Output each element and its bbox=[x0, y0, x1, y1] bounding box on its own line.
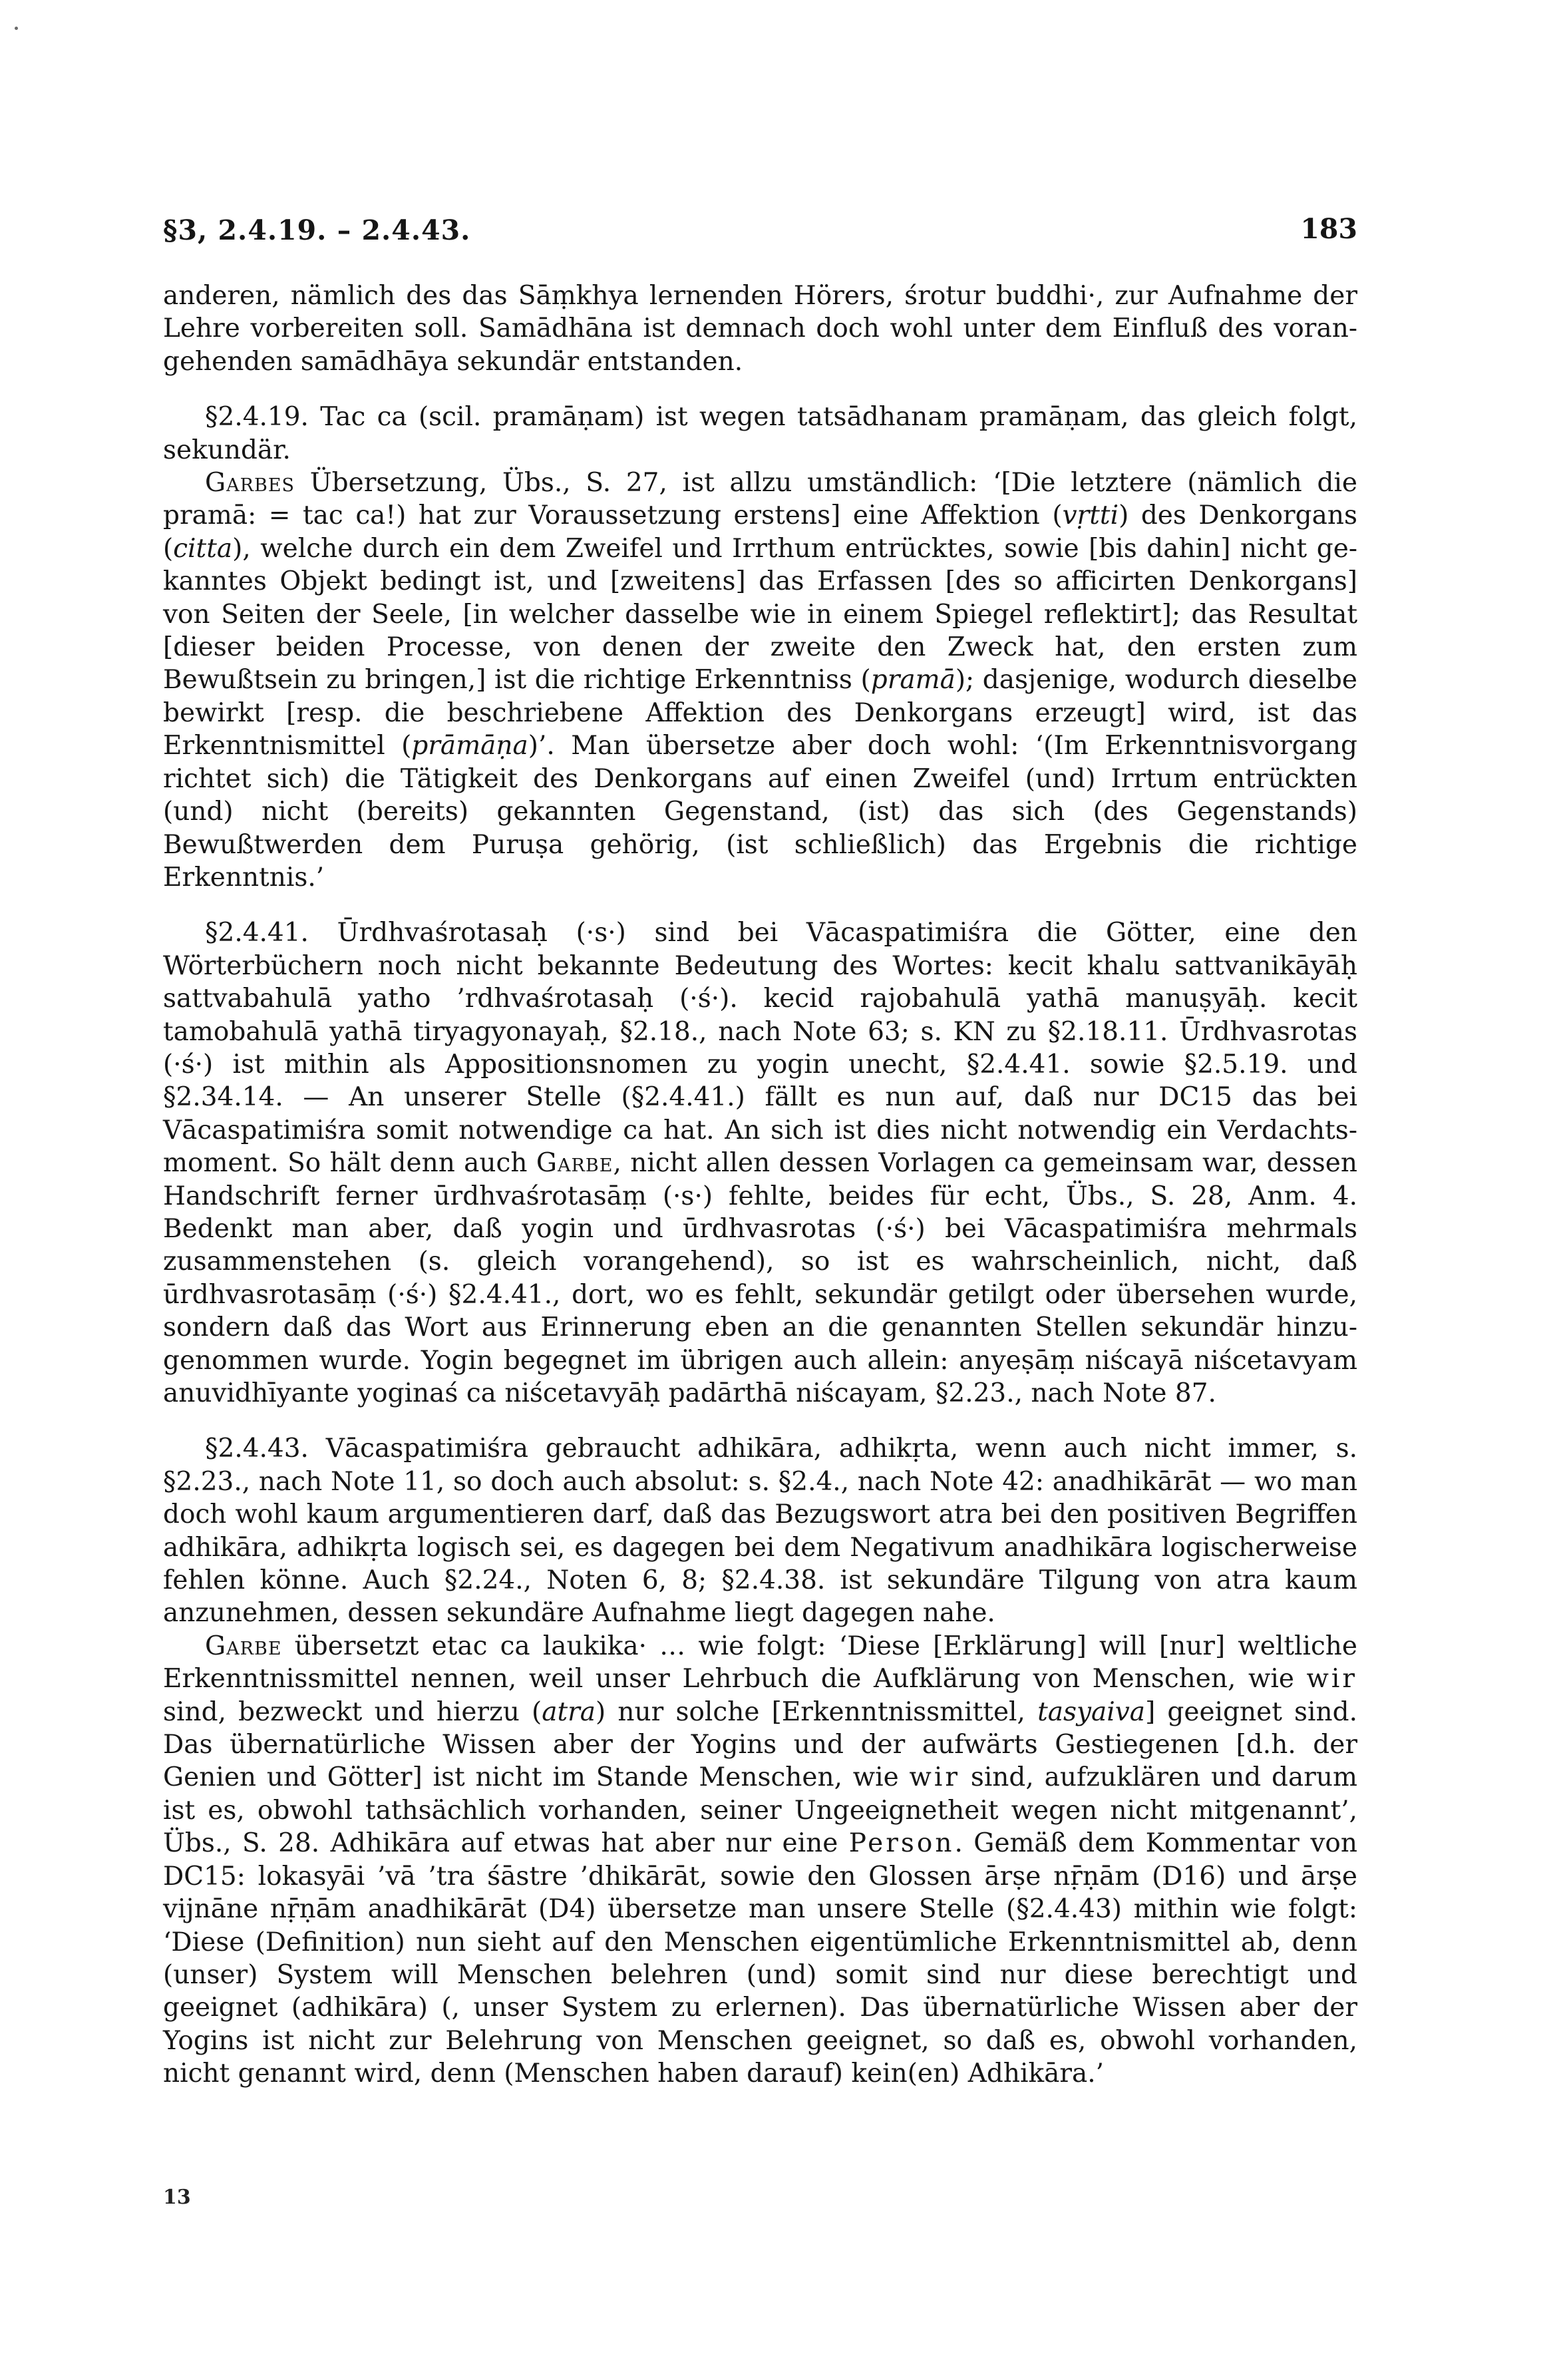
body-text bbox=[163, 280, 1357, 2090]
paragraph-garbe-translation: Garbes Übersetzung, Übs., S. 27, ist allzu umständlich: ‘[Die letztere (nämlich die pramā: = tac ca!) hat zur Voraussetzung erstens] eine Affektion (vṛtti) des Denkorgans (citta), welche durch ein dem Zweifel und Irrthum entrücktes, sowie [bis dahin] nicht gekanntes Objekt bedingt ist, und [zweitens] das Erfassen [des so afficirten Denkorgans] von Seiten der Seele, [in welcher dasselbe wie in einem Spiegel reflektirt]; das Resultat [dieser beiden Processe, von denen der zweite den Zweck hat, den ersten zum Bewußtsein zu bringen,] ist die richtige Erkenntniss (pramā); dasjenige, wodurch dieselbe bewirkt [resp. die beschriebene Affektion des Denkorgans erzeugt] wird, ist das Erkenntnismittel (prāmāṇa)’. Man übersetze aber doch wohl: ‘(Im Erkenntnisvorgang richtet sich) die Tätigkeit des Denkorgans auf einen Zweifel (und) Irrtum entrückten (und) nicht (bereits) gekannten Gegenstand, (ist) das sich (des Gegenstands) Bewußtwerden dem Puruṣa gehörig, (ist schließlich) das Ergebnis die richtige Erkenntnis.’ bbox=[163, 468, 1358, 892]
paragraph-continuation: anderen, nämlich des das Sāṃkhya lernenden Hörers, śrotur buddhi·, zur Aufnahme der Lehre vorbereiten soll. Samādhāna ist demnach doch wohl unter dem Einfluß des vorangehenden samādhāya sekundär entstanden. bbox=[163, 281, 1357, 377]
paragraph-2-4-19: §2.4.19. Tac ca (scil. pramāṇam) ist wegen tatsādhanam pramāṇam, das gleich folgt, sekundär. bbox=[163, 402, 1357, 465]
paragraph-2-4-43: §2.4.43. Vācaspatimiśra gebraucht adhikāra, adhikṛta, wenn auch nicht immer, s. §2.23., nach Note 11, so doch auch absolut: s. §2.4., nach Note 42: anadhikārāt — wo man doch wohl kaum argumentieren darf, daß das Bezugswort atra bei den positiven Begriffen adhikāra, adhikṛta logisch sei, es dagegen bei dem Negativum anadhikāra logischerweise fehlen könne. Auch §2.24., Noten 6, 8; §2.4.38. ist sekundäre Tilgung von atra kaum anzunehmen, dessen sekundäre Aufnahme liegt dagegen nahe. bbox=[163, 1434, 1357, 1629]
signature-mark: 13 bbox=[163, 2186, 191, 2209]
paragraph-garbe-etac: Garbe übersetzt etac ca laukika· … wie folgt: ‘Diese [Erklärung] will [nur] weltliche Erkenntnissmittel nennen, weil unser Lehrbuch die Aufklärung von Menschen, wie wir sind, bezweckt und hierzu (atra) nur solche [Erkenntnissmittel, tasyaiva] geeignet sind. Das übernatürliche Wissen aber der Yogins und der aufwärts Gestiegenen [d.h. der Genien und Götter] ist nicht im Stande Menschen, wie wir sind, aufzuklären und darum ist es, obwohl tathsächlich vorhanden, seiner Ungeeignetheit wegen nicht mitgenannt’, Übs., S. 28. Adhikāra auf etwas hat aber nur eine Person. Gemäß dem Kommentar von DC15: lokasyāi ’vā ’tra śāstre ’dhikārāt, sowie den Glossen ārṣe nṝṇām (D16) und ārṣe vijnāne nṝṇām anadhikārāt (D4) übersetze man unsere Stelle (§2.4.43) mithin wie folgt: ‘Diese (Definition) nun sieht auf den Menschen eigentümliche Erkenntnismittel ab, denn (unser) System will Menschen belehren (und) somit sind nur diese berechtigt und geeignet (adhikāra) (, unser System zu erlernen). Das übernatürliche Wissen aber der Yogins ist nicht zur Belehrung von Menschen geeignet, so daß es, obwohl vorhanden, nicht genannt wird, denn (Menschen haben darauf) kein(en) Adhikāra.’ bbox=[163, 1631, 1357, 2089]
page-header bbox=[163, 214, 1357, 254]
author-name: Garbes bbox=[205, 468, 295, 498]
page-number: 183 bbox=[1300, 213, 1357, 245]
author-name: Garbe bbox=[205, 1631, 282, 1661]
paragraph-2-4-41: §2.4.41. Ūrdhvaśrotasaḥ (·s·) sind bei Vācaspatimiśra die Götter, eine den Wörterbüchern noch nicht bekannte Bedeutung des Wortes: kecit khalu sattvanikāyāḥ sattvabahulā yatho ’rdhvaśrotasaḥ (·ś·). kecid rajobahulā yathā manuṣyāḥ. kecit tamobahulā yathā tiryagyonayaḥ, §2.18., nach Note 63; s. KN zu §2.18.11. Ūrdhvasrotas (·ś·) ist mithin als Appositionsnomen zu yogin unecht, §2.4.41. sowie §2.5.19. und §2.34.14. — An unserer Stelle (§2.4.41.) fällt es nun auf, daß nur DC15 das bei Vācaspatimiśra somit notwendige ca hat. An sich ist dies nicht notwendig ein Verdachtsmoment. So hält denn auch Garbe, nicht allen dessen Vorlagen ca gemeinsam war, dessen Handschrift ferner ūrdhvaśrotasāṃ (·s·) fehlte, beides für echt, Übs., S. 28, Anm. 4. Bedenkt man aber, daß yogin und ūrdhvasrotas (·ś·) bei Vācaspatimiśra mehrmals zusammenstehen (s. gleich vorangehend), so ist es wahrscheinlich, nicht, daß ūrdhvasrotasāṃ (·ś·) §2.4.41., dort, wo es fehlt, sekundär getilgt oder übersehen wurde, sondern daß das Wort aus Erinnerung eben an die genannten Stellen sekundär hinzugenommen wurde. Yogin begegnet im übrigen auch allein: anyeṣāṃ niścayā niścetavyam anuvidhīyante yoginaś ca niścetavyāḥ padārthā niścayam, §2.23., nach Note 87. bbox=[163, 918, 1357, 1408]
author-name: Garbe bbox=[536, 1148, 613, 1179]
scan-speck bbox=[15, 27, 18, 30]
running-head: §3, 2.4.19. – 2.4.43. bbox=[163, 214, 471, 246]
